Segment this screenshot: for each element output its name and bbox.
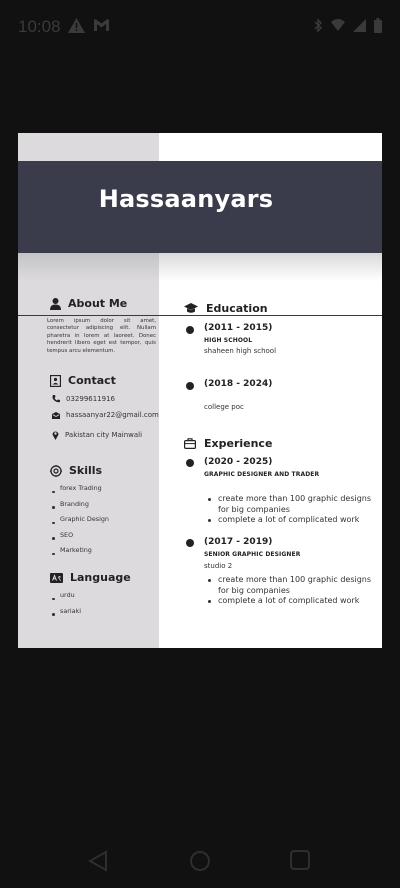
timeline-dot	[186, 539, 194, 547]
skill-item: Graphic Design	[52, 515, 109, 531]
about-title-text: About Me	[68, 297, 128, 310]
timeline-dot	[186, 382, 194, 390]
battery-icon	[374, 18, 382, 38]
skills-title-text: Skills	[69, 464, 103, 477]
contact-email-text: hassaanyar22@gmail.com	[66, 411, 159, 419]
status-time: 10:08	[18, 17, 61, 36]
experience-title-text: Experience	[204, 437, 273, 450]
language-item: urdu	[52, 591, 81, 607]
language-title-text: Language	[70, 571, 131, 584]
signal-icon	[353, 18, 366, 38]
skills-title	[50, 464, 102, 477]
experience-years: (2017 - 2019)	[204, 537, 273, 547]
education-school: shaheen high school	[204, 347, 277, 355]
about-title	[50, 297, 127, 310]
header-shadow	[159, 253, 382, 281]
skill-item: Marketing	[52, 546, 109, 562]
skills-list	[52, 484, 109, 562]
about-text: Lorem ipsum dolor sit amet, consectetur adipiscing elit. Nullam pharetra in lorem at laoreet. Donec hendrerit libero eget est tempor, quis tempus arcu elementum.	[47, 318, 156, 354]
recents-icon[interactable]	[290, 850, 310, 875]
education-years: (2011 - 2015)	[204, 323, 273, 333]
contact-phone[interactable]	[52, 395, 115, 403]
timeline-dot	[186, 326, 194, 334]
graduation-cap-icon	[184, 303, 198, 314]
resume-page[interactable]	[18, 133, 382, 648]
duty-item: create more than 100 graphic designs for big companies	[206, 494, 376, 515]
bluetooth-icon	[313, 18, 323, 38]
experience-title	[184, 437, 272, 450]
mail-icon	[52, 412, 60, 419]
location-pin-icon	[52, 430, 59, 440]
education-title-text: Education	[206, 302, 268, 315]
contact-address-text: Pakistan city Mainwali	[65, 431, 143, 439]
duty-item: create more than 100 graphic designs for big companies	[206, 575, 376, 596]
skill-item: Branding	[52, 500, 109, 516]
experience-duties	[206, 494, 376, 526]
navigation-bar	[0, 836, 400, 888]
contact-title-text: Contact	[68, 374, 116, 387]
warning-icon	[68, 18, 85, 38]
education-school: college poc	[204, 403, 244, 411]
education-title	[184, 302, 268, 315]
back-icon[interactable]	[88, 850, 108, 877]
wifi-icon	[331, 18, 345, 38]
resume-name: Hassaanyars	[98, 185, 274, 213]
education-degree: HIGH SCHOOL	[204, 337, 253, 344]
duty-item: complete a lot of complicated work	[206, 515, 376, 526]
contact-address[interactable]	[52, 430, 142, 440]
language-title	[50, 571, 131, 584]
experience-duties	[206, 575, 376, 607]
contact-book-icon	[50, 375, 61, 387]
status-bar	[0, 0, 400, 52]
skill-item: forex Trading	[52, 484, 109, 500]
skill-item: SEO	[52, 531, 109, 547]
contact-title	[50, 374, 116, 387]
experience-role: SENIOR GRAPHIC DESIGNER	[204, 551, 301, 558]
section-divider	[18, 315, 382, 316]
experience-company: studio 2	[204, 562, 233, 570]
gear-icon	[50, 465, 62, 477]
timeline-dot	[186, 459, 194, 467]
duty-item: complete a lot of complicated work	[206, 596, 376, 607]
language-icon	[50, 573, 63, 583]
language-item: sariaki	[52, 607, 81, 623]
gmail-icon	[93, 18, 110, 38]
user-icon	[50, 298, 61, 310]
education-years: (2018 - 2024)	[204, 379, 273, 389]
language-list	[52, 591, 81, 622]
briefcase-icon	[184, 438, 196, 449]
header-shadow-left	[18, 253, 159, 281]
phone-icon	[52, 395, 60, 403]
experience-role: GRAPHIC DESIGNER AND TRADER	[204, 471, 320, 478]
contact-email[interactable]	[52, 411, 159, 419]
contact-phone-text: 03299611916	[66, 395, 115, 403]
home-icon[interactable]	[189, 850, 211, 877]
experience-years: (2020 - 2025)	[204, 457, 273, 467]
